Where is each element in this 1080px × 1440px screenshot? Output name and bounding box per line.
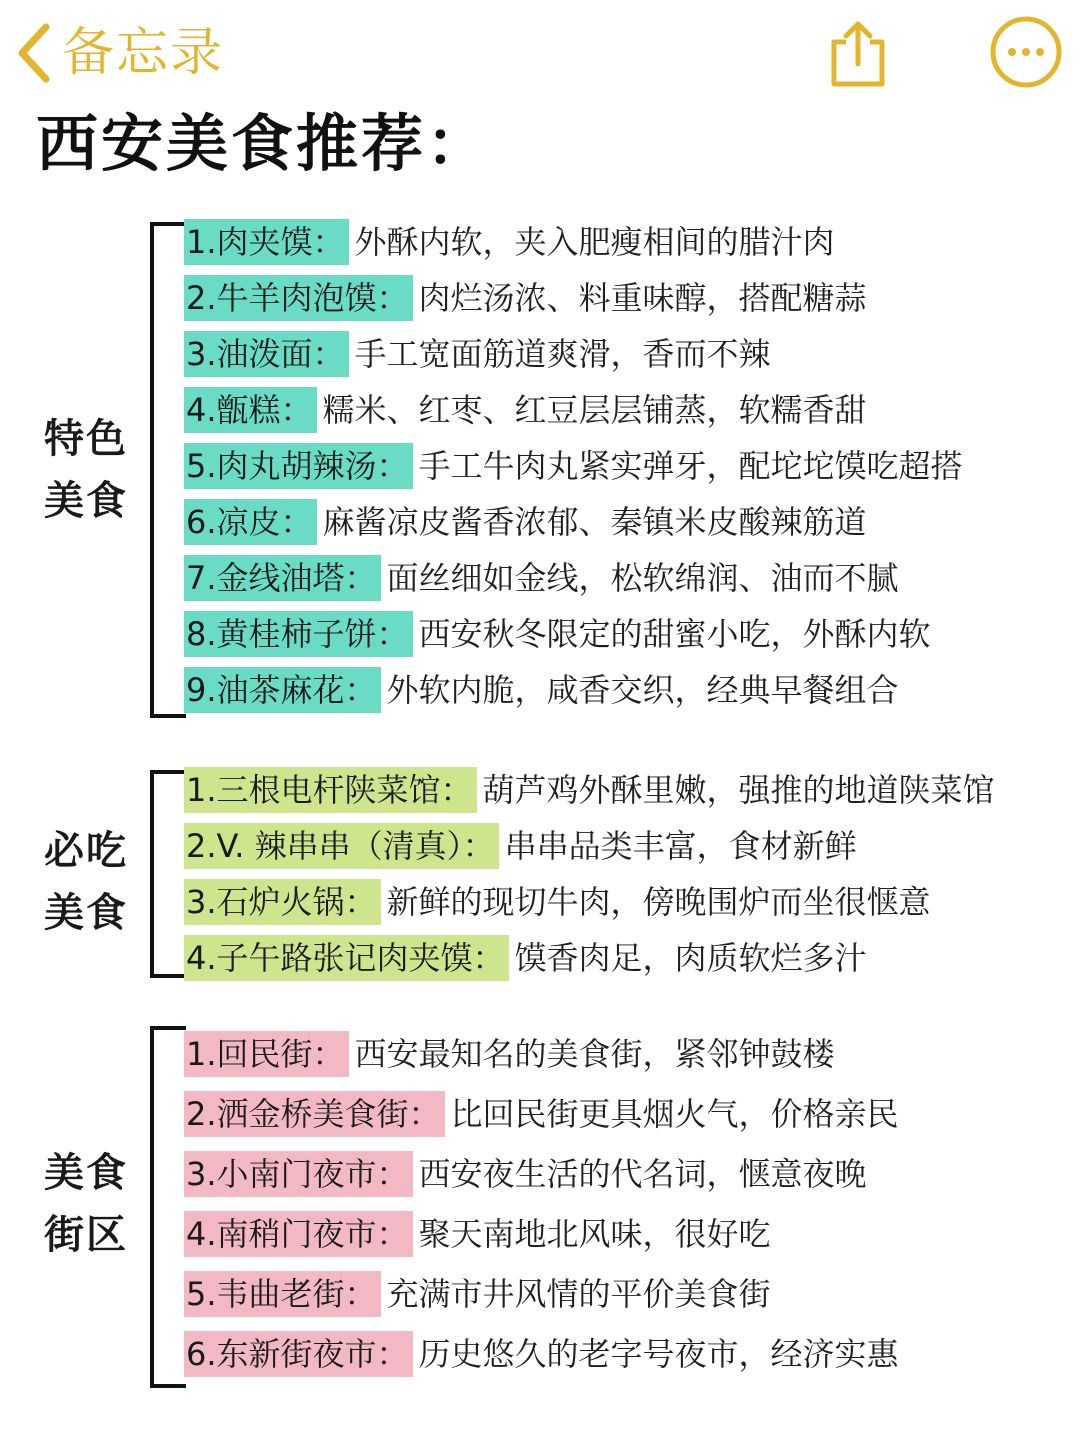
item-desc: 麻酱凉皮酱香浓郁、秦镇米皮酸辣筋道 bbox=[322, 503, 867, 541]
list-item bbox=[184, 1090, 899, 1138]
page-title: 西安美食推荐： bbox=[36, 107, 492, 180]
list-item bbox=[184, 878, 931, 926]
list-item bbox=[184, 1270, 771, 1318]
item-tag: 7.金线油塔： bbox=[184, 555, 381, 601]
list-item bbox=[184, 1030, 835, 1078]
nav-bar bbox=[0, 0, 1080, 100]
item-desc: 葫芦鸡外酥里嫩，强推的地道陕菜馆 bbox=[482, 771, 995, 809]
more-button[interactable] bbox=[988, 14, 1064, 90]
list-item bbox=[184, 554, 899, 602]
category-label bbox=[44, 1142, 136, 1266]
category-label-line2: 街区 bbox=[44, 1212, 128, 1258]
list-item bbox=[184, 666, 899, 714]
item-desc: 面丝细如金线，松软绵润、油而不腻 bbox=[386, 559, 899, 597]
section-food-streets bbox=[0, 1030, 1080, 1390]
list-item bbox=[184, 610, 931, 658]
item-desc: 西安夜生活的代名词，惬意夜晚 bbox=[418, 1155, 867, 1193]
list-item bbox=[184, 822, 857, 870]
list-item bbox=[184, 442, 963, 490]
item-tag: 1.肉夹馍： bbox=[184, 219, 349, 265]
item-desc: 串串品类丰富，食材新鲜 bbox=[504, 827, 857, 865]
item-tag: 6.东新街夜市： bbox=[184, 1331, 413, 1377]
category-label-line1: 特色 bbox=[44, 416, 128, 462]
list-item bbox=[184, 330, 771, 378]
item-tag: 5.肉丸胡辣汤： bbox=[184, 443, 413, 489]
item-tag: 2.牛羊肉泡馍： bbox=[184, 275, 413, 321]
item-tag: 4.甑糕： bbox=[184, 387, 317, 433]
chevron-left-icon bbox=[14, 21, 54, 85]
category-label-line1: 美食 bbox=[44, 1150, 128, 1196]
item-tag: 1.三根电杆陕菜馆： bbox=[184, 767, 477, 813]
back-button[interactable] bbox=[14, 18, 224, 88]
bracket bbox=[150, 222, 186, 718]
list-item bbox=[184, 1330, 899, 1378]
category-label-line2: 美食 bbox=[44, 478, 128, 524]
item-tag: 8.黄桂柿子饼： bbox=[184, 611, 413, 657]
item-desc: 手工牛肉丸紧实弹牙，配坨坨馍吃超搭 bbox=[418, 447, 963, 485]
bracket bbox=[150, 1026, 186, 1388]
item-tag: 9.油茶麻花： bbox=[184, 667, 381, 713]
item-desc: 聚天南地北风味，很好吃 bbox=[418, 1215, 771, 1253]
category-label bbox=[44, 820, 136, 944]
item-desc: 西安秋冬限定的甜蜜小吃，外酥内软 bbox=[418, 615, 931, 653]
item-tag: 2.洒金桥美食街： bbox=[184, 1091, 445, 1137]
share-icon bbox=[824, 18, 892, 90]
category-label-line2: 美食 bbox=[44, 890, 128, 936]
list-item bbox=[184, 934, 867, 982]
list-item bbox=[184, 218, 835, 266]
item-tag: 3.小南门夜市： bbox=[184, 1151, 413, 1197]
bracket bbox=[150, 770, 186, 978]
share-button[interactable] bbox=[824, 18, 892, 90]
section-specialty-food bbox=[0, 218, 1080, 720]
item-tag: 4.子午路张记肉夹馍： bbox=[184, 935, 509, 981]
more-icon bbox=[988, 14, 1064, 90]
item-tag: 6.凉皮： bbox=[184, 499, 317, 545]
item-desc: 比回民街更具烟火气，价格亲民 bbox=[450, 1095, 899, 1133]
item-desc: 外软内脆，咸香交织，经典早餐组合 bbox=[386, 671, 899, 709]
item-desc: 馍香肉足，肉质软烂多汁 bbox=[514, 939, 867, 977]
item-desc: 外酥内软，夹入肥瘦相间的腊汁肉 bbox=[354, 223, 835, 261]
item-tag: 1.回民街： bbox=[184, 1031, 349, 1077]
item-tag: 4.南稍门夜市： bbox=[184, 1211, 413, 1257]
list-item bbox=[184, 498, 867, 546]
item-desc: 新鲜的现切牛肉，傍晚围炉而坐很惬意 bbox=[386, 883, 931, 921]
list-item bbox=[184, 766, 995, 814]
item-desc: 糯米、红枣、红豆层层铺蒸，软糯香甜 bbox=[322, 391, 867, 429]
list-item bbox=[184, 274, 867, 322]
category-label bbox=[44, 408, 136, 532]
item-desc: 手工宽面筋道爽滑，香而不辣 bbox=[354, 335, 771, 373]
item-desc: 充满市井风情的平价美食街 bbox=[386, 1275, 771, 1313]
item-desc: 肉烂汤浓、料重味醇，搭配糖蒜 bbox=[418, 279, 867, 317]
list-item bbox=[184, 1210, 771, 1258]
section-must-eat bbox=[0, 766, 1080, 980]
item-tag: 2.V. 辣串串（清真）： bbox=[184, 823, 499, 869]
item-tag: 3.石炉火锅： bbox=[184, 879, 381, 925]
list-item bbox=[184, 386, 867, 434]
back-label: 备忘录 bbox=[62, 23, 225, 83]
item-tag: 3.油泼面： bbox=[184, 331, 349, 377]
category-label-line1: 必吃 bbox=[44, 828, 128, 874]
list-item bbox=[184, 1150, 867, 1198]
item-tag: 5.韦曲老街： bbox=[184, 1271, 381, 1317]
item-desc: 西安最知名的美食街，紧邻钟鼓楼 bbox=[354, 1035, 835, 1073]
item-desc: 历史悠久的老字号夜市，经济实惠 bbox=[418, 1335, 899, 1373]
